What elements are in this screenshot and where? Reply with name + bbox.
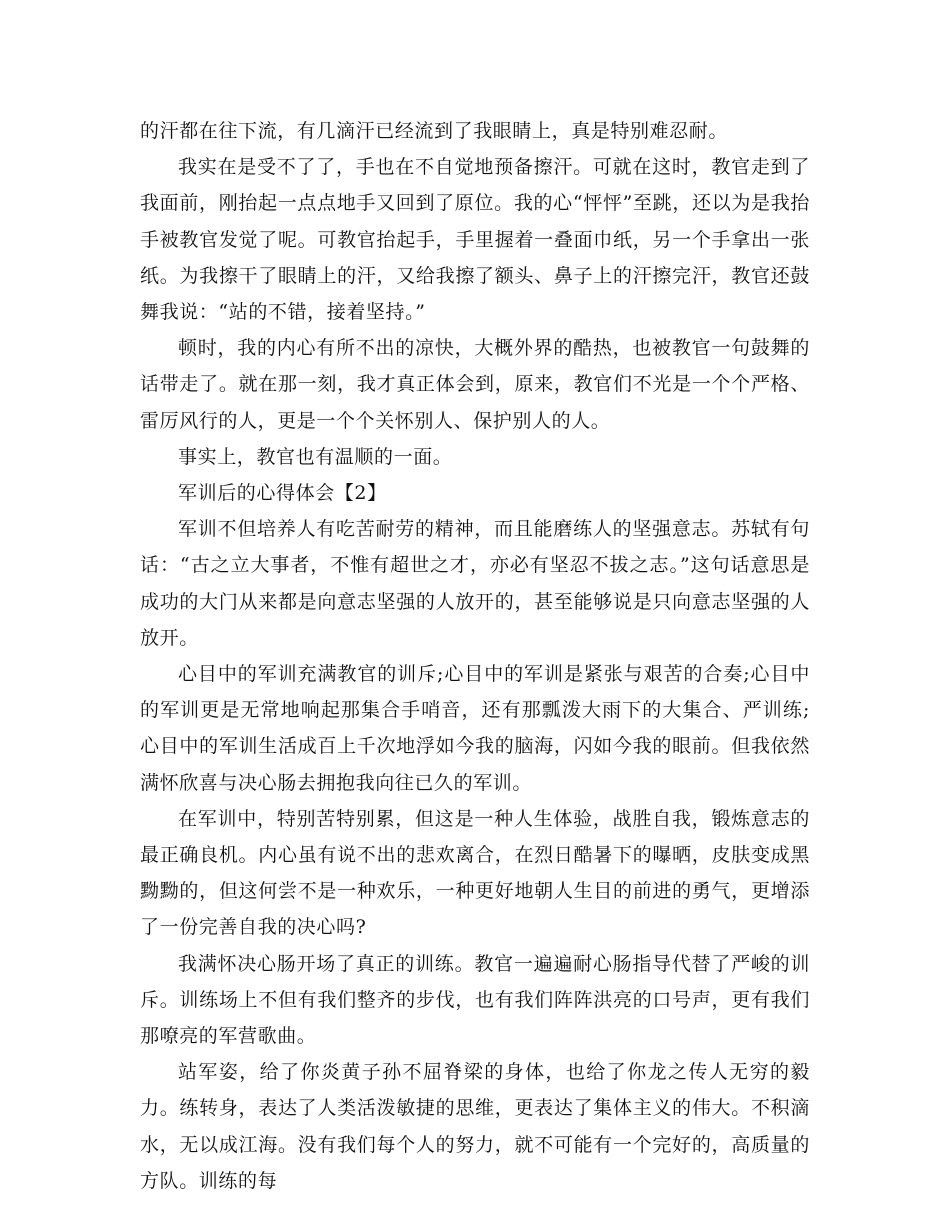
paragraph-1: 的汗都在往下流，有几滴汗已经流到了我眼睛上，真是特别难忍耐。	[140, 120, 729, 142]
paragraph-4: 事实上，教官也有温顺的一面。	[178, 445, 453, 468]
paragraph-3: 顿时，我的内心有所不出的凉快，大概外界的酷热，也被教官一句鼓舞的话带走了。就在那一刻，我才真正体会到，原来，教官们不光是一个个严格、雷厉风行的人，更是一个个关怀别人、保护别人的人。	[140, 337, 810, 432]
paragraph-7: 在军训中，特别苦特别累，但这是一种人生体验，战胜自我，锻炼意志的最正确良机。内心虽有说不出的悲欢离合，在烈日酷暑下的曝晒，皮肤变成黑黝黝的，但这何尝不是一种欢乐，一种更好地朝人生目的前进的勇气，更增添了一份完善自我的决心吗?	[140, 807, 810, 939]
paragraph-9: 站军姿，给了你炎黄子孙不屈脊梁的身体，也给了你龙之传人无穷的毅力。练转身，表达了人类活泼敏捷的思维，更表达了集体主义的伟大。不积滴水，无以成江海。没有我们每个人的努力，就不可能有一个完好的，高质量的方队。训练的每	[140, 1061, 810, 1192]
document-body	[140, 113, 810, 1199]
paragraph-2: 我实在是受不了了，手也在不自觉地预备擦汗。可就在这时，教官走到了我面前，刚抬起一点点地手又回到了原位。我的心“怦怦”至跳，还以为是我抬手被教官发觉了呢。可教官抬起手，手里握着一叠面巾纸，另一个手拿出一张纸。为我擦干了眼睛上的汗，又给我擦了额头、鼻子上的汗擦完汗，教官还鼓舞我说：“站的不错，接着坚持。”	[140, 156, 810, 324]
paragraph-5: 军训不但培养人有吃苦耐劳的精神，而且能磨练人的坚强意志。苏轼有句话：“古之立大事者，不惟有超世之才，亦必有坚忍不拔之志。”这句话意思是成功的大门从来都是向意志坚强的人放开的，甚至能够说是只向意志坚强的人放开。	[140, 518, 810, 649]
section-heading: 军训后的心得体会【2】	[178, 482, 387, 505]
paragraph-8: 我满怀决心肠开场了真正的训练。教官一遍遍耐心肠指导代替了严峻的训斥。训练场上不但有我们整齐的步伐，也有我们阵阵洪亮的口号声，更有我们那嘹亮的军营歌曲。	[140, 952, 810, 1048]
paragraph-6: 心目中的军训充满教官的训斥;心目中的军训是紧张与艰苦的合奏;心目中的军训更是无常地响起那集合手哨音，还有那瓢泼大雨下的大集合、严训练;心目中的军训生活成百上千次地浮如今我的脑海，闪如今我的眼前。但我依然满怀欣喜与决心肠去拥抱我向往已久的军训。	[140, 663, 810, 794]
